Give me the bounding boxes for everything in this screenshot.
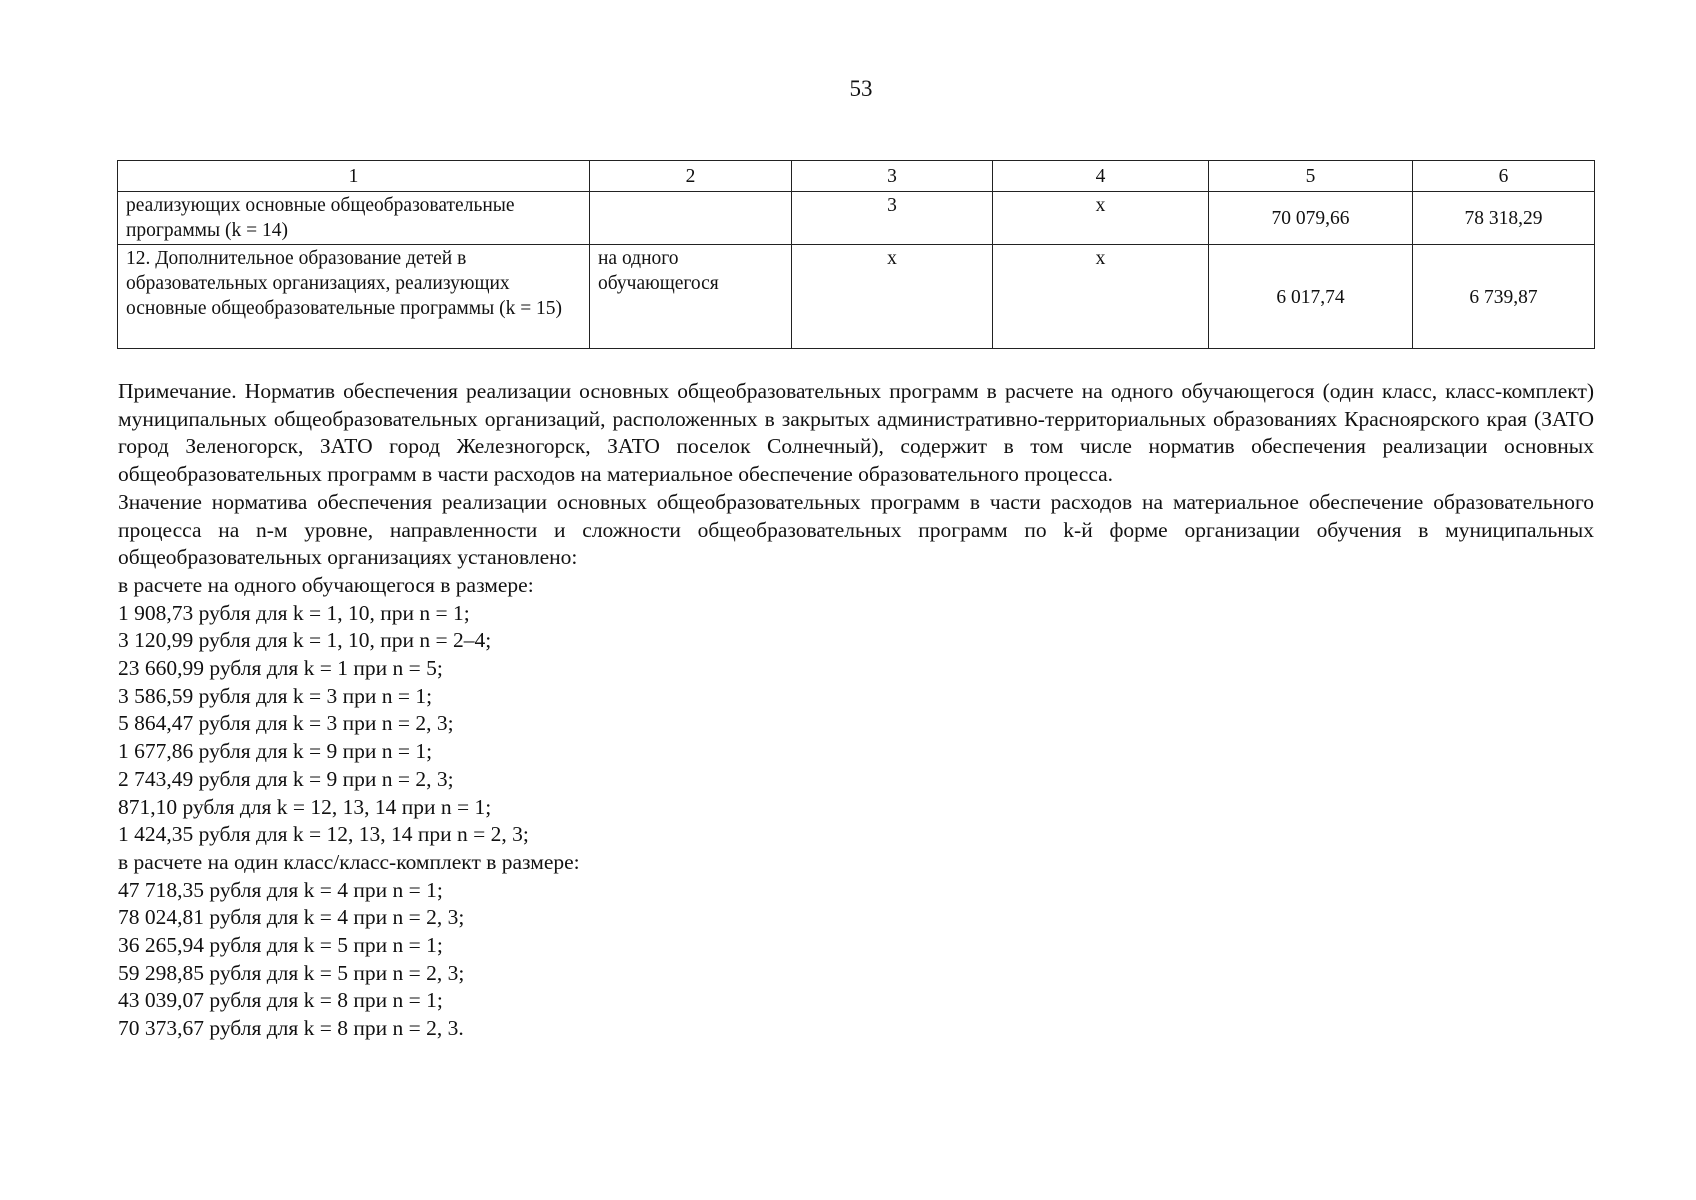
column-header: 1 [118,161,590,192]
table-cell: 6 739,87 [1413,245,1595,349]
table-cell: 6 017,74 [1209,245,1413,349]
table-row [118,192,1595,245]
list-item: 23 660,99 рубля для k = 1 при n = 5; [118,656,443,681]
table-cell: 12. Дополнительное образование детей в образовательных организациях, реализующих основные общеобразовательные программы (k = 15) [118,245,590,349]
list-item: 78 024,81 рубля для k = 4 при n = 2, 3; [118,905,465,930]
list-item: 47 718,35 рубля для k = 4 при n = 1; [118,877,443,902]
page-number: 53 [849,76,873,101]
table-cell: реализующих основные общеобразовательные программы (k = 14) [118,192,590,245]
notes-section [118,378,1594,1043]
column-header: 2 [590,161,792,192]
table-cell: на одного обучающегося [590,245,792,349]
list-item: 871,10 рубля для k = 12, 13, 14 при n = 1; [118,794,492,819]
note-paragraph: Примечание. Норматив обеспечения реализации основных общеобразовательных программ в расчете на одного обучающегося (один класс, класс-комплект) муниципальных общеобразовательных организаций, расположенных в закрытых административно-территориальных образованиях Красноярского края (ЗАТО город Зеленогорск, ЗАТО город Железногорск, ЗАТО поселок Солнечный), содержит в том числе норматив обеспечения реализации основных общеобразовательных программ в части расходов на материальное обеспечение образовательного процесса. [118,379,1594,487]
column-header: 5 [1209,161,1413,192]
list-item: 70 373,67 рубля для k = 8 при n = 2, 3. [118,1016,464,1041]
list-item: 3 120,99 рубля для k = 1, 10, при n = 2–4; [118,628,492,653]
list-item: 36 265,94 рубля для k = 5 при n = 1; [118,933,443,958]
value-paragraph: Значение норматива обеспечения реализации основных общеобразовательных программ в части расходов на материальное обеспечение образовательного процесса на n-м уровне, направленности и сложности общеобразовательных программ по k-й форме организации обучения в муниципальных общеобразовательных организациях установлено: [118,489,1594,570]
per-class-heading: в расчете на один класс/класс-комплект в размере: [118,849,580,874]
table-header-row [118,161,1595,192]
table-cell: х [993,245,1209,349]
table-cell: х [792,245,993,349]
list-item: 1 424,35 рубля для k = 12, 13, 14 при n = 2, 3; [118,822,529,847]
table-row [118,245,1595,349]
list-item: 59 298,85 рубля для k = 5 при n = 2, 3; [118,960,465,985]
column-header: 3 [792,161,993,192]
per-student-block [118,572,1594,849]
per-class-block [118,849,1594,1043]
table-cell: х [993,192,1209,245]
column-header: 6 [1413,161,1595,192]
list-item: 3 586,59 рубля для k = 3 при n = 1; [118,683,433,708]
list-item: 5 864,47 рубля для k = 3 при n = 2, 3; [118,711,454,736]
table-cell: 78 318,29 [1413,192,1595,245]
per-student-heading: в расчете на одного обучающегося в размере: [118,572,534,597]
norms-table [117,160,1595,349]
list-item: 2 743,49 рубля для k = 9 при n = 2, 3; [118,766,454,791]
list-item: 43 039,07 рубля для k = 8 при n = 1; [118,988,443,1013]
column-header: 4 [993,161,1209,192]
table-cell: 3 [792,192,993,245]
table-cell [590,192,792,245]
list-item: 1 677,86 рубля для k = 9 при n = 1; [118,739,433,764]
table-cell: 70 079,66 [1209,192,1413,245]
list-item: 1 908,73 рубля для k = 1, 10, при n = 1; [118,600,470,625]
